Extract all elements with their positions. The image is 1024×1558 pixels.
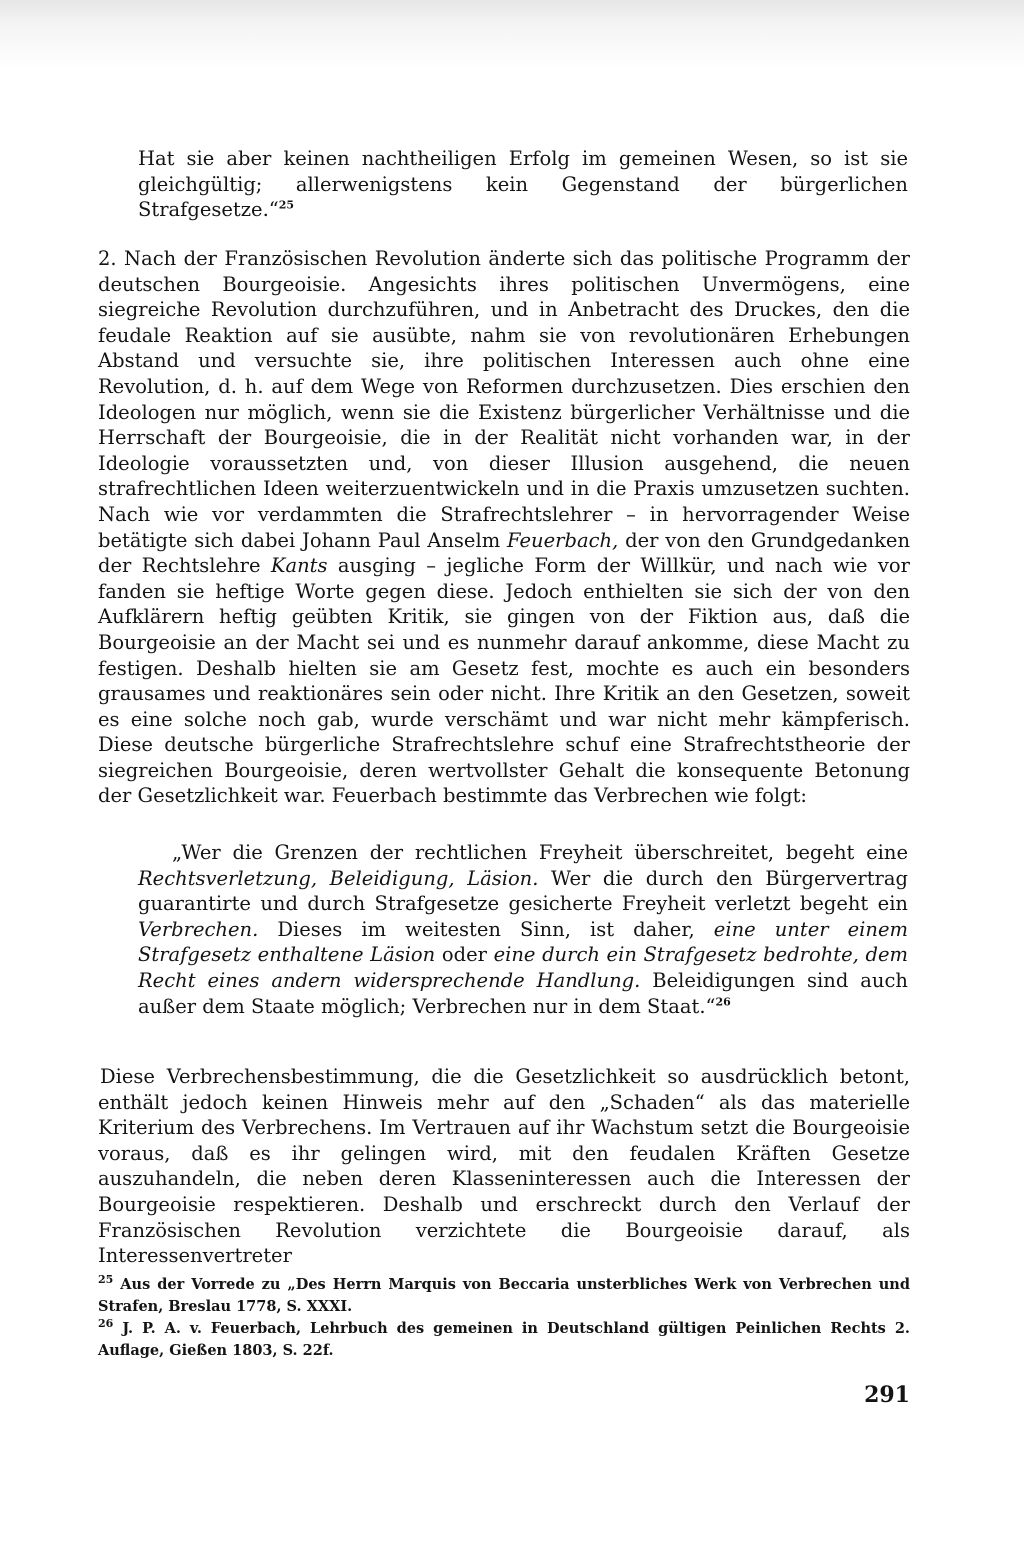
quote-2-text-2: Wer die durch den Bürgervertrag guarantirte und durch Strafgesetze gesicherte Freyheit verletzt begeht ein <box>138 866 908 916</box>
footnote-26 <box>98 1318 910 1362</box>
footnote-26-text: J. P. A. v. Feuerbach, Lehrbuch des gemeinen in Deutschland gültigen Peinlichen Rechts 2. Auflage, Gießen 1803, S. 22f. <box>98 1320 910 1359</box>
footnote-25-number: 25 <box>98 1273 114 1287</box>
footnote-ref-25: 25 <box>278 198 295 212</box>
paragraph-section-3 <box>98 1064 910 1269</box>
footnote-26-number: 26 <box>98 1317 114 1331</box>
name-feuerbach: Feuerbach, <box>507 528 619 552</box>
footnote-25-text: Aus der Vorrede zu „Des Herrn Marquis von Beccaria unsterbliches Werk von Verbrechen und Strafen, Breslau 1778, S. XXXI. <box>98 1276 910 1315</box>
section-2-text-2: der von den Grundgedanken der Rechtslehre <box>98 528 911 578</box>
quote-2-italic-3: eine unter einem Strafgesetz enthaltene Läsion <box>138 917 908 967</box>
section-2-text-3: ausging – jegliche Form der Willkür, und nach wie vor fanden sie heftige Worte gegen diese. Jedoch enthielten sie sich der von den Aufklärern heftig geübten Kritik, sie gingen von der Fiktion aus, daß die Bourgeoisie an der Macht sei und es nunmehr darauf ankomme, diese Macht zu festigen. Deshalb hielten sie am Gesetz fest, mochte es auch ein besonders grausames und reaktionäres sein oder nicht. Ihre Kritik an den Gesetzen, soweit es eine solche noch gab, wurde verschämt und war nicht mehr kämpferisch. Diese deutsche bürgerliche Strafrechtslehre schuf eine Strafrechtstheorie der siegreichen Bourgeoisie, deren wertvollster Gehalt die konsequente Betonung der Gesetzlichkeit war. Feuerbach bestimmte das Verbrechen wie folgt: <box>98 554 910 808</box>
page-number: 291 <box>864 1382 910 1408</box>
paragraph-section-2 <box>98 246 910 809</box>
footnote-25 <box>98 1274 910 1318</box>
quote-2-italic-4: eine durch ein Strafgesetz bedrohte, dem Recht eines andern widersprechende Handlung. <box>138 943 908 992</box>
section-2-text-1: 2. Nach der Französischen Revolution änderte sich das politische Programm der deutschen Bourgeoisie. Angesichts ihres politischen Unvermögens, eine siegreiche Revolution durchzuführen, und in Anbetracht des Druckes, den die feudale Reaktion auf sie ausübte, nahm sie von revolutionären Erhebungen Abstand und versuchte sie, ihre politischen Interessen auch ohne eine Revolution, d. h. auf dem Wege von Reformen durchzusetzen. Dies erschien den Ideologen nur möglich, wenn sie die Existenz bürgerlicher Verhältnisse und die Herrschaft der Bourgeoisie, die in der Realität nicht vorhanden war, in der Ideologie voraussetzten und, von dieser Illusion ausgehend, die neuen strafrechtlichen Ideen weiterzuentwickeln und in die Praxis umzusetzen suchten. Nach wie vor verdammten die Strafrechtslehrer – in hervorragender Weise betätigte sich dabei Johann Paul Anselm <box>98 247 910 552</box>
quote-2-text-3: Dieses im weitesten Sinn, ist daher, <box>258 917 714 941</box>
quote-2-italic-1: Rechtsverletzung, Beleidigung, Läsion. <box>138 866 539 890</box>
quote-1-text: Hat sie aber keinen nachtheiligen Erfolg im gemeinen Wesen, so ist sie gleichgültig; allerwenigstens kein Gegenstand der bürgerlichen Strafgesetze.“ <box>138 147 908 222</box>
name-kant: Kants <box>270 554 328 578</box>
quote-block-2 <box>138 840 908 1019</box>
section-3-text: Diese Verbrechensbestimmung, die die Gesetzlichkeit so ausdrücklich betont, enthält jedoch keinen Hinweis mehr auf den „Schaden“ als das materielle Kriterium des Verbrechens. Im Vertrauen auf ihr Wachstum setzt die Bourgeoisie voraus, daß es ihr gelingen wird, mit den feudalen Kräften Gesetze auszuhandeln, die neben deren Klasseninteressen auch die Interessen der Bourgeoisie respektieren. Deshalb und erschreckt durch den Verlauf der Französischen Revolution verzichtete die Bourgeoisie darauf, als Interessenvertreter <box>98 1065 910 1268</box>
scan-edge-shadow <box>0 0 1024 70</box>
footnote-ref-26: 26 <box>715 995 731 1009</box>
quote-block-1 <box>138 146 908 223</box>
quote-2-text-1: „Wer die Grenzen der rechtlichen Freyheit überschreitet, begeht eine <box>172 841 908 864</box>
quote-2-text-5: Beleidigungen sind auch außer dem Staate möglich; Verbrechen nur in dem Staat.“ <box>138 968 908 1018</box>
quote-2-text-4: oder <box>435 943 494 967</box>
quote-2-italic-2: Verbrechen. <box>138 917 259 941</box>
